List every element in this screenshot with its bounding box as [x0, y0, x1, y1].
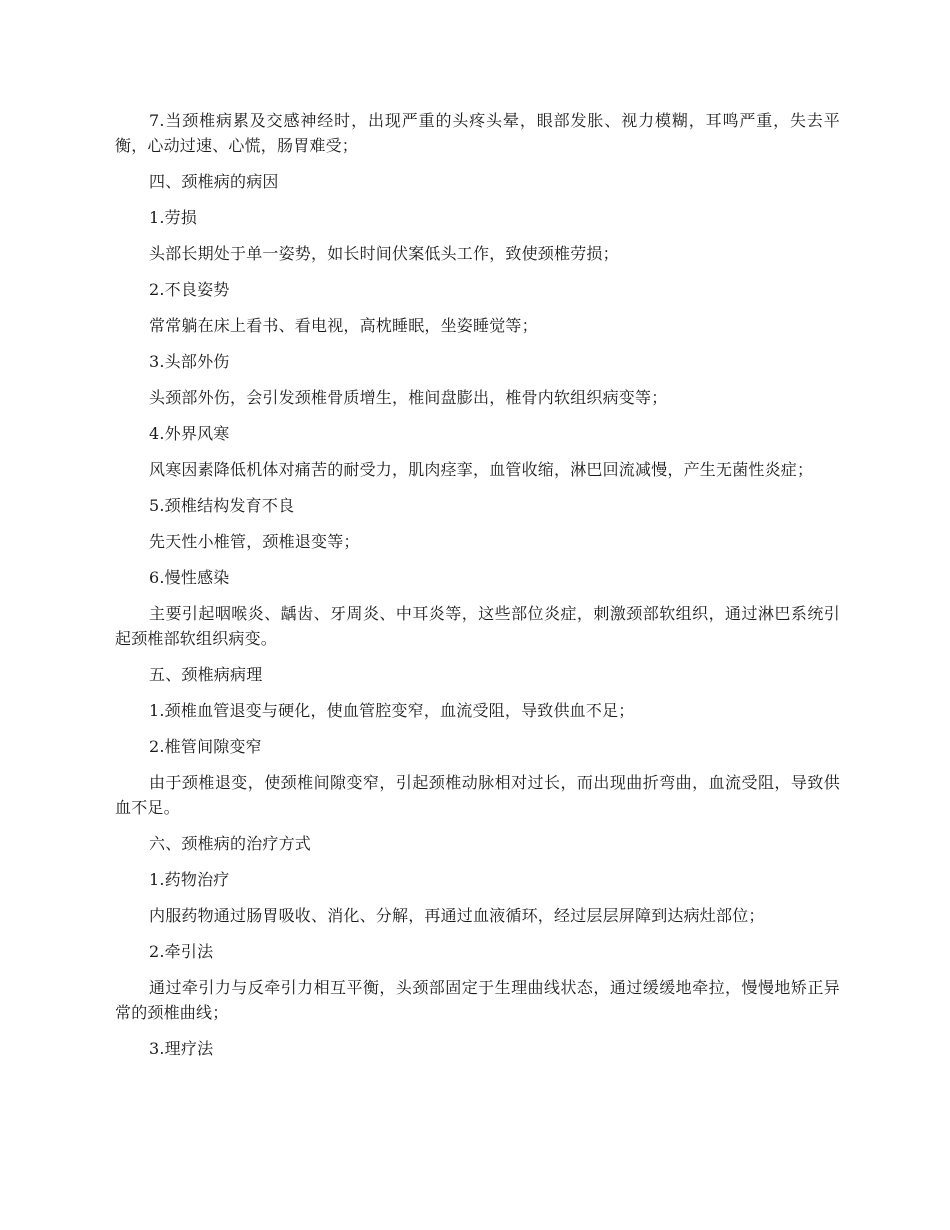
- paragraph-canal-narrowing: 由于颈椎退变，使颈椎间隙变窄，引起颈椎动脉相对过长，而出现曲折弯曲，血流受阻，导致供血不足。: [115, 773, 840, 817]
- paragraph-drug-therapy: 内服药物通过肠胃吸收、消化、分解，再通过血液循环，经过层层屏障到达病灶部位；: [149, 906, 765, 925]
- paragraph-strain: 头部长期处于单一姿势，如长时间伏案低头工作，致使颈椎劳损；: [149, 244, 619, 263]
- subheading-canal-narrowing: 2.椎管间隙变窄: [149, 737, 262, 756]
- paragraph-head-injury: 头颈部外伤，会引发颈椎骨质增生，椎间盘膨出，椎骨内软组织病变等；: [149, 388, 668, 407]
- subheading-drug-therapy: 1.药物治疗: [149, 870, 230, 889]
- section-heading-pathology: 五、颈椎病病理: [149, 665, 263, 684]
- document-page: [115, 108, 840, 1072]
- subheading-strain: 1.劳损: [149, 208, 198, 227]
- subheading-physiotherapy: 3.理疗法: [149, 1039, 214, 1058]
- paragraph-pathology-1: 1.颈椎血管退变与硬化，使血管腔变窄，血流受阻，导致供血不足；: [149, 701, 635, 720]
- subheading-wind-cold: 4.外界风寒: [149, 424, 230, 443]
- paragraph-bad-posture: 常常躺在床上看书、看电视，高枕睡眠，坐姿睡觉等；: [149, 316, 538, 335]
- subheading-structure: 5.颈椎结构发育不良: [149, 496, 295, 515]
- paragraph-wind-cold: 风寒因素降低机体对痛苦的耐受力，肌肉痉挛，血管收缩，淋巴回流减慢，产生无菌性炎症；: [149, 460, 814, 479]
- section-heading-treatment: 六、颈椎病的治疗方式: [149, 834, 312, 853]
- paragraph-traction: 通过牵引力与反牵引力相互平衡，头颈部固定于生理曲线状态，通过缓缓地牵拉，慢慢地矫正异常的颈椎曲线；: [115, 978, 840, 1022]
- subheading-traction: 2.牵引法: [149, 942, 214, 961]
- subheading-bad-posture: 2.不良姿势: [149, 280, 230, 299]
- subheading-head-injury: 3.头部外伤: [149, 352, 230, 371]
- section-heading-causes: 四、颈椎病的病因: [149, 172, 279, 191]
- paragraph-structure: 先天性小椎管，颈椎退变等；: [149, 532, 360, 551]
- paragraph-chronic-infection: 主要引起咽喉炎、龋齿、牙周炎、中耳炎等，这些部位炎症，刺激颈部软组织，通过淋巴系统引起颈椎部软组织病变。: [115, 604, 840, 648]
- subheading-chronic-infection: 6.慢性感染: [149, 568, 230, 587]
- paragraph-symptom-7: 7.当颈椎病累及交感神经时，出现严重的头疼头晕，眼部发胀、视力模糊，耳鸣严重，失去平衡，心动过速、心慌，肠胃难受；: [115, 111, 840, 155]
